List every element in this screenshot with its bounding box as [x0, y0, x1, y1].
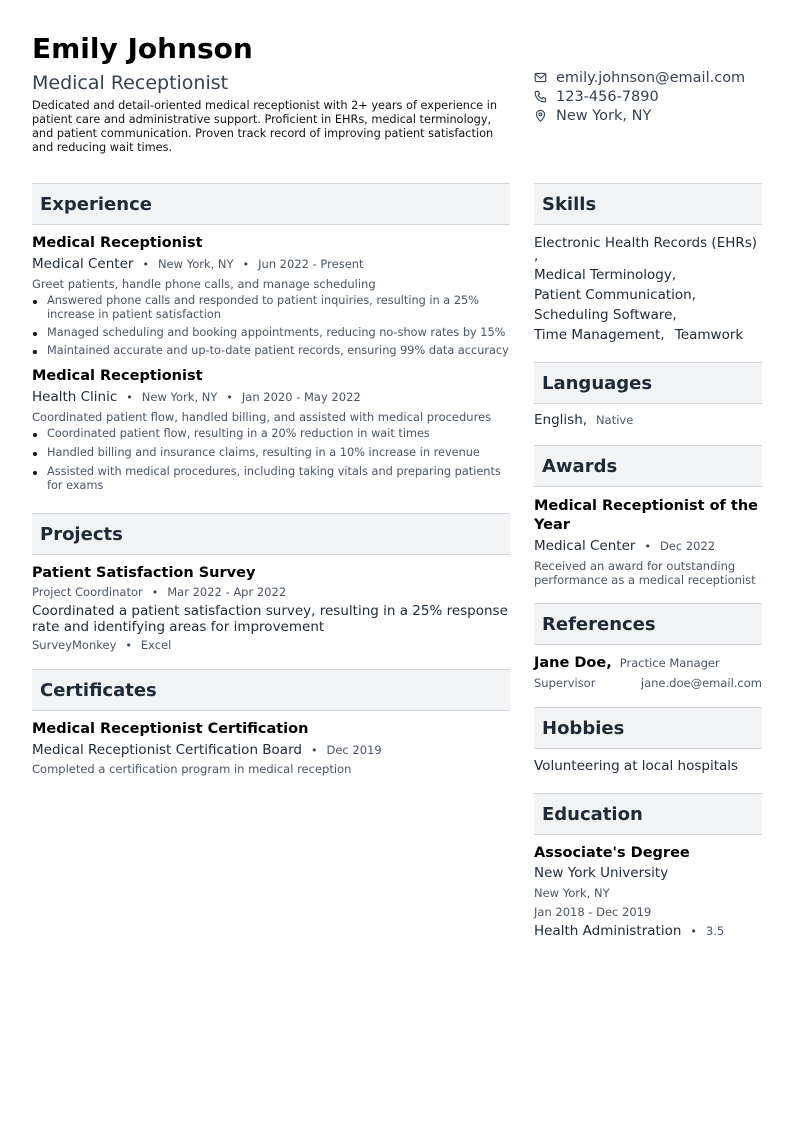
profile-summary: Dedicated and detail-oriented medical receptionist with 2+ years of experience in patient care and administrative support. Proficient in EHRs, medical terminology, and patient communication. Proven track record of improving patient satisfaction and reducing wait times.: [32, 99, 498, 154]
job-company: Medical Center: [32, 256, 134, 272]
reference-email[interactable]: jane.doe@email.com: [640, 676, 762, 690]
hobby-item: Volunteering at local hospitals: [534, 758, 739, 774]
separator-dot: •: [226, 391, 233, 404]
separator-dot: •: [125, 639, 132, 652]
separator-dot: •: [644, 540, 651, 553]
reference-name: Jane Doe,: [534, 655, 612, 671]
experience-entry: [32, 235, 510, 358]
job-bullets: [32, 294, 510, 358]
reference-detail-row: [534, 676, 762, 690]
certificate-date: Dec 2019: [326, 743, 382, 757]
hobbies-heading: Hobbies: [534, 707, 762, 749]
job-dates: Jan 2020 - May 2022: [241, 390, 361, 404]
location-text: New York, NY: [556, 107, 652, 124]
language-entry: [534, 412, 762, 428]
email-text: emily.johnson@email.com: [556, 69, 746, 86]
contact-email[interactable]: [534, 68, 774, 87]
project-dates: Mar 2022 - Apr 2022: [167, 585, 287, 599]
certificate-issuer: Medical Receptionist Certification Board: [32, 742, 302, 758]
job-dates: Jun 2022 - Present: [258, 257, 364, 271]
education-heading: Education: [534, 793, 762, 835]
certificates-heading: Certificates: [32, 669, 510, 711]
languages-heading: Languages: [534, 362, 762, 404]
candidate-name: Emily Johnson: [32, 32, 253, 65]
award-title: Medical Receptionist of the Year: [534, 498, 758, 533]
bullet-item: Answered phone calls and responded to patient inquiries, resulting in a 25% increase in patient satisfaction: [32, 294, 510, 322]
bullet-item: Maintained accurate and up-to-date patient records, ensuring 99% data accuracy: [32, 344, 510, 358]
envelope-icon: [534, 71, 547, 84]
award-meta: [534, 538, 762, 554]
contact-location: [534, 106, 774, 125]
phone-text: 123-456-7890: [556, 88, 659, 105]
separator-dot: •: [151, 586, 159, 599]
certificate-title: Medical Receptionist Certification: [32, 721, 309, 737]
job-title: Medical Receptionist: [32, 235, 203, 251]
bullet-item: Assisted with medical procedures, including taking vitals and preparing patients for exams: [32, 465, 510, 493]
education-degree: Associate's Degree: [534, 845, 690, 861]
job-summary: Greet patients, handle phone calls, and manage scheduling: [32, 277, 376, 291]
skill-item: Medical Terminology,: [534, 267, 677, 283]
map-pin-icon: [534, 109, 547, 122]
project-meta: [32, 585, 510, 599]
skill-separator: ,: [534, 248, 539, 264]
education-field-row: [534, 923, 762, 939]
separator-dot: •: [126, 391, 133, 404]
reference-relation: Supervisor: [534, 676, 596, 690]
award-description: Received an award for outstanding performance as a medical receptionist: [534, 559, 756, 587]
phone-icon: [534, 90, 547, 103]
language-level: Native: [596, 413, 634, 427]
bullet-item: Managed scheduling and booking appointments, reducing no-show rates by 15%: [32, 326, 510, 340]
skill-item: Electronic Health Records (EHRs): [534, 235, 758, 251]
award-date: Dec 2022: [659, 539, 716, 553]
skill-item: Scheduling Software,: [534, 307, 677, 323]
bullet-item: Coordinated patient flow, resulting in a 20% reduction in wait times: [32, 427, 510, 441]
skill-item: Patient Communication,: [534, 287, 696, 303]
experience-heading: Experience: [32, 183, 510, 225]
job-title: Medical Receptionist: [32, 368, 203, 384]
reference-name-row: [534, 655, 762, 671]
projects-heading: Projects: [32, 513, 510, 555]
education-field: Health Administration: [534, 923, 682, 939]
project-title: Patient Satisfaction Survey: [32, 565, 256, 581]
certificate-description: Completed a certification program in medical reception: [32, 762, 352, 776]
project-description: Coordinated a patient satisfaction survey, resulting in a 25% response rate and identifying areas for improvement: [32, 603, 508, 635]
education-gpa: 3.5: [705, 924, 725, 938]
separator-dot: •: [242, 258, 250, 271]
reference-position: Practice Manager: [619, 656, 720, 670]
job-company: Health Clinic: [32, 389, 118, 405]
job-location: New York, NY: [157, 257, 234, 271]
project-entry: [32, 565, 510, 652]
separator-dot: •: [310, 744, 318, 757]
project-tool: SurveyMonkey: [32, 638, 117, 652]
project-role: Project Coordinator: [32, 585, 143, 599]
language-name: English,: [534, 412, 588, 428]
job-location: New York, NY: [141, 390, 218, 404]
award-entry: [534, 497, 762, 587]
education-location: New York, NY: [534, 886, 610, 900]
experience-entry: [32, 368, 510, 493]
job-summary: Coordinated patient flow, handled billing, and assisted with medical procedures: [32, 410, 492, 424]
right-column: [534, 183, 762, 939]
job-meta: [32, 256, 510, 272]
project-tools: [32, 638, 510, 652]
certificate-meta: [32, 742, 510, 758]
separator-dot: •: [142, 258, 149, 271]
certificate-entry: [32, 721, 510, 776]
job-meta: [32, 389, 510, 405]
candidate-title: Medical Receptionist: [32, 72, 229, 94]
references-heading: References: [534, 603, 762, 645]
skill-item: Time Management,: [534, 327, 665, 343]
awards-heading: Awards: [534, 445, 762, 487]
skill-item: Teamwork: [674, 327, 744, 343]
bullet-item: Handled billing and insurance claims, resulting in a 10% increase in revenue: [32, 446, 510, 460]
contact-info: [534, 68, 774, 125]
award-issuer: Medical Center: [534, 538, 636, 554]
reference-entry: [534, 655, 762, 690]
skills-heading: Skills: [534, 183, 762, 225]
skills-list: [534, 235, 762, 343]
education-entry: [534, 845, 762, 939]
skill-row: [534, 327, 762, 343]
education-school: New York University: [534, 865, 669, 881]
education-dates: Jan 2018 - Dec 2019: [534, 905, 652, 919]
separator-dot: •: [690, 925, 697, 938]
project-tool: Excel: [140, 638, 172, 652]
contact-phone[interactable]: [534, 87, 774, 106]
left-column: [32, 183, 510, 776]
job-bullets: [32, 427, 510, 493]
